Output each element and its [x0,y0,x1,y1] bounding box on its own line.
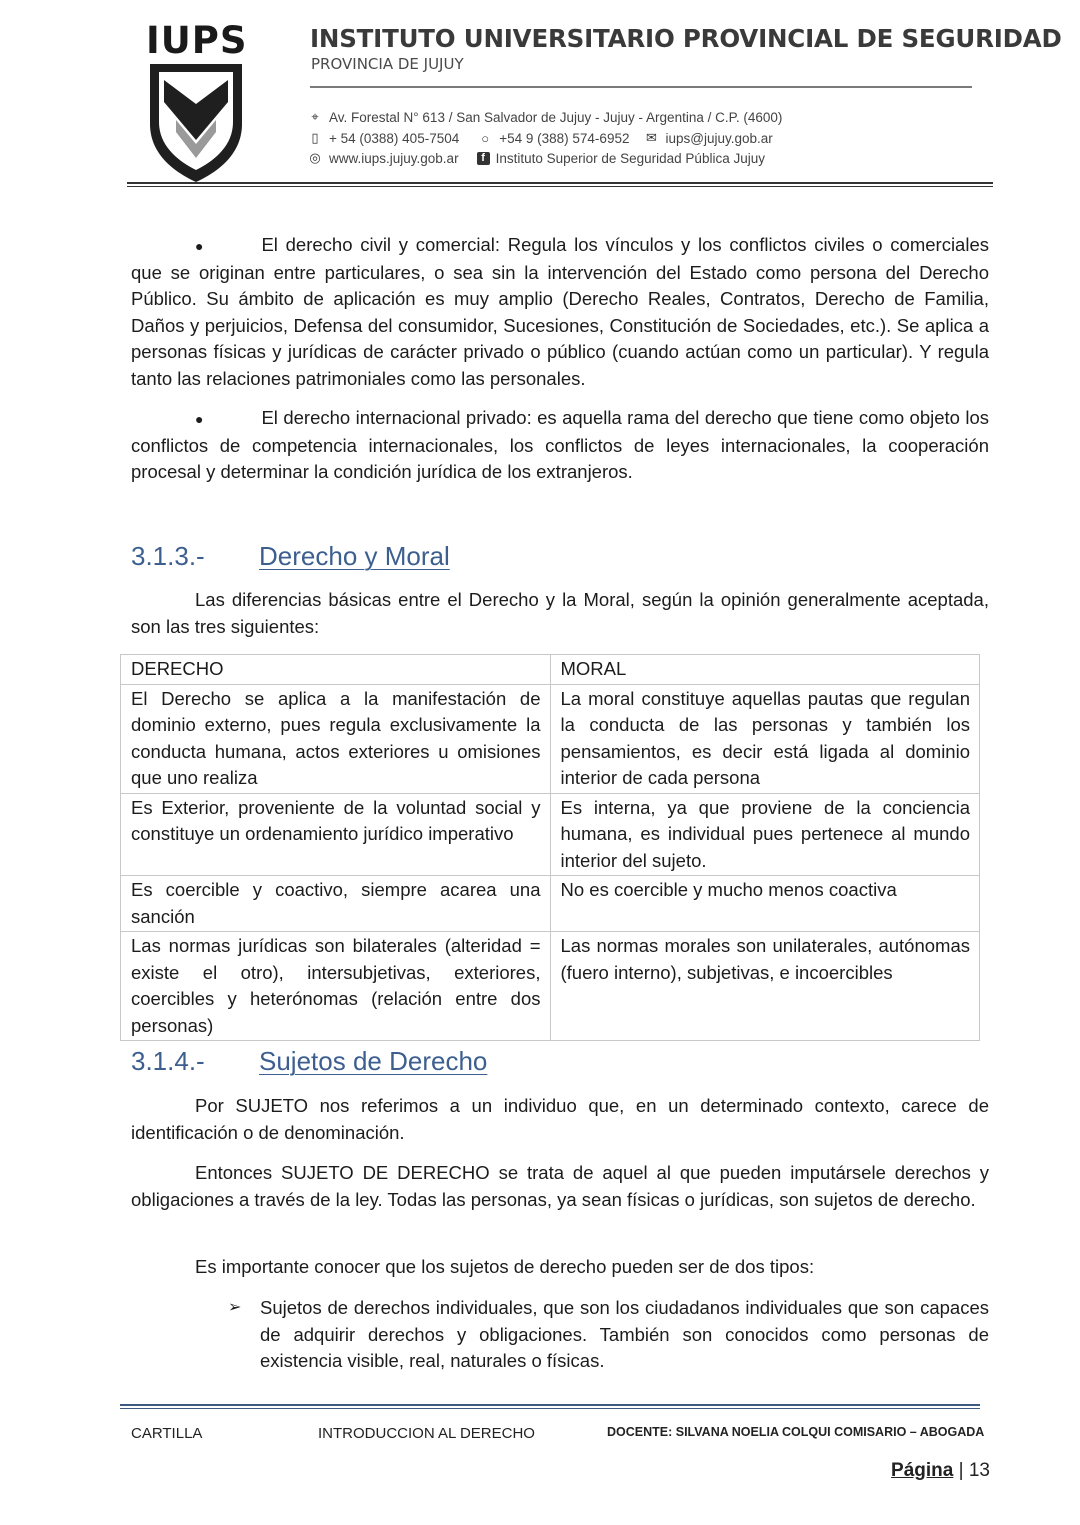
page-label: Página [891,1460,954,1481]
footer-right: DOCENTE: SILVANA NOELIA COLQUI COMISARIO – ABOGADA [607,1425,985,1439]
section-title: Sujetos de Derecho [259,1046,488,1076]
list-item-text: Sujetos de derechos individuales, que son los ciudadanos individuales que son capaces de adquirir derechos y obligaciones. También son conocidos como personas de existencia visible, real, naturales o físicas. [260,1297,989,1371]
iups-logo [146,19,248,184]
page-number-value: 13 [968,1460,990,1481]
table-cell-derecho: Las normas jurídicas son bilaterales (alteridad = existe el otro), intersubjetivas, exteriores, coercibles y heterónomas (relación entre dos personas) [121,932,551,1041]
table-row [121,684,980,793]
section-intro-text: Las diferencias básicas entre el Derecho y la Moral, según la opinión generalmente aceptada, son las tres siguientes: [131,589,989,637]
table-cell-moral: Las normas morales son unilaterales, autónomas (fuero interno), subjetivas, e incoercibles [550,932,980,1041]
paragraph-sujeto-derecho-text: Entonces SUJETO DE DERECHO se trata de aquel al que pueden imputársele derechos y obligaciones a través de la ley. Todas las personas, ya sean físicas o jurídicas, son sujetos de derecho. [131,1162,989,1210]
bullet-icon: ● [195,238,204,254]
bullet-civil-text: El derecho civil y comercial: Regula los vínculos y los conflictos civiles o comerciales que se originan entre particulares, o sea sin la intervención del Estado como persona del Derecho Público. Su ámbito de aplicación es muy amplio (Derecho Reales, Contratos, Derecho de Familia, Daños y perjuicios, Defensa del consumidor, Sucesiones, Constitución de Sociedades, etc.). Se aplica a personas físicas y jurídicas de carácter privado o público (cuando actúan como un particular). Y regula tanto las relaciones patrimoniales como las personales. [131,234,989,389]
whatsapp-text: +54 9 (388) 574-6952 [499,130,630,146]
section-number: 3.1.4.- [131,1046,205,1076]
address-text: Av. Forestal N° 613 / San Salvador de Jujuy - Jujuy - Argentina / C.P. (4600) [329,109,783,125]
mail-icon: ✉ [646,130,657,145]
footer-left: CARTILLA [131,1425,203,1442]
section-number: 3.1.3.- [131,541,205,571]
table-header-moral: MORAL [550,655,980,685]
bullet-paragraph-internacional [131,405,989,486]
bullet-icon: ● [195,411,204,427]
page-number [891,1460,990,1482]
shield-logo-icon [146,62,246,184]
footer-divider-thin [120,1408,980,1409]
header-divider [127,182,993,184]
paragraph-sujeto-derecho [131,1160,989,1213]
table-row [121,793,980,876]
page-separator: | [958,1460,964,1481]
table-cell-derecho: Es Exterior, proveniente de la voluntad social y constituye un ordenamiento jurídico imperativo [121,793,551,876]
table-header-derecho: DERECHO [121,655,551,685]
section-title: Derecho y Moral [259,541,450,571]
header-rule [310,86,972,88]
whatsapp-icon: ○ [481,130,490,146]
phone-line [307,130,773,146]
location-pin-icon: ⌖ [311,109,319,124]
bullet-internacional-text: El derecho internacional privado: es aquella rama del derecho que tiene como objeto los conflictos de competencia internacionales, los conflictos de leyes internacionales, la cooperación procesal y determinar la condición jurídica de los extranjeros. [131,407,989,482]
facebook-link[interactable]: Instituto Superior de Seguridad Pública Jujuy [495,150,765,166]
table-cell-moral: Es interna, ya que proviene de la conciencia humana, es individual pues pertenece al mundo interior del sujeto. [550,793,980,876]
phone-icon: ▯ [311,130,319,145]
web-link[interactable]: www.iups.jujuy.gob.ar [329,150,459,166]
table-row [121,932,980,1041]
footer-center: INTRODUCCION AL DERECHO [318,1425,535,1442]
address-line [307,109,782,125]
province-name: PROVINCIA DE JUJUY [311,55,464,73]
arrow-bullet-icon: ➢ [228,1299,242,1316]
bullet-paragraph-civil [131,232,989,392]
table-cell-derecho: El Derecho se aplica a la manifestación de dominio externo, pues regula exclusivamente la conducta humana, actos exteriores u omisiones que uno realiza [121,684,551,793]
table-cell-moral: La moral constituye aquellas pautas que regulan la conducta de las personas y también los pensamientos, es decir está ligada al dominio interior de cada persona [550,684,980,793]
header-divider-thin [127,186,993,187]
globe-icon: ◎ [309,150,321,165]
email-link[interactable]: iups@jujuy.gob.ar [665,130,773,146]
logo-text: IUPS [146,19,248,62]
phone-text: + 54 (0388) 405-7504 [329,130,460,146]
institute-name: INSTITUTO UNIVERSITARIO PROVINCIAL DE SEGURIDAD [310,24,1062,53]
facebook-icon: f [477,152,490,165]
footer-divider [120,1404,980,1406]
paragraph-tipos-text: Es importante conocer que los sujetos de derecho pueden ser de dos tipos: [195,1256,815,1277]
comparison-table [120,654,980,1041]
table-row [121,876,980,932]
paragraph-sujeto [131,1093,989,1146]
section-intro-paragraph [131,587,989,640]
web-line [307,150,765,166]
section-heading-sujetos [131,1046,487,1077]
section-heading-derecho-moral [131,541,450,572]
table-cell-moral: No es coercible y mucho menos coactiva [550,876,980,932]
table-cell-derecho: Es coercible y coactivo, siempre acarea una sanción [121,876,551,932]
paragraph-tipos [131,1254,989,1281]
table-header-row [121,655,980,685]
list-item [228,1295,989,1375]
paragraph-sujeto-text: Por SUJETO nos referimos a un individuo que, en un determinado contexto, carece de identificación o de denominación. [131,1095,989,1143]
